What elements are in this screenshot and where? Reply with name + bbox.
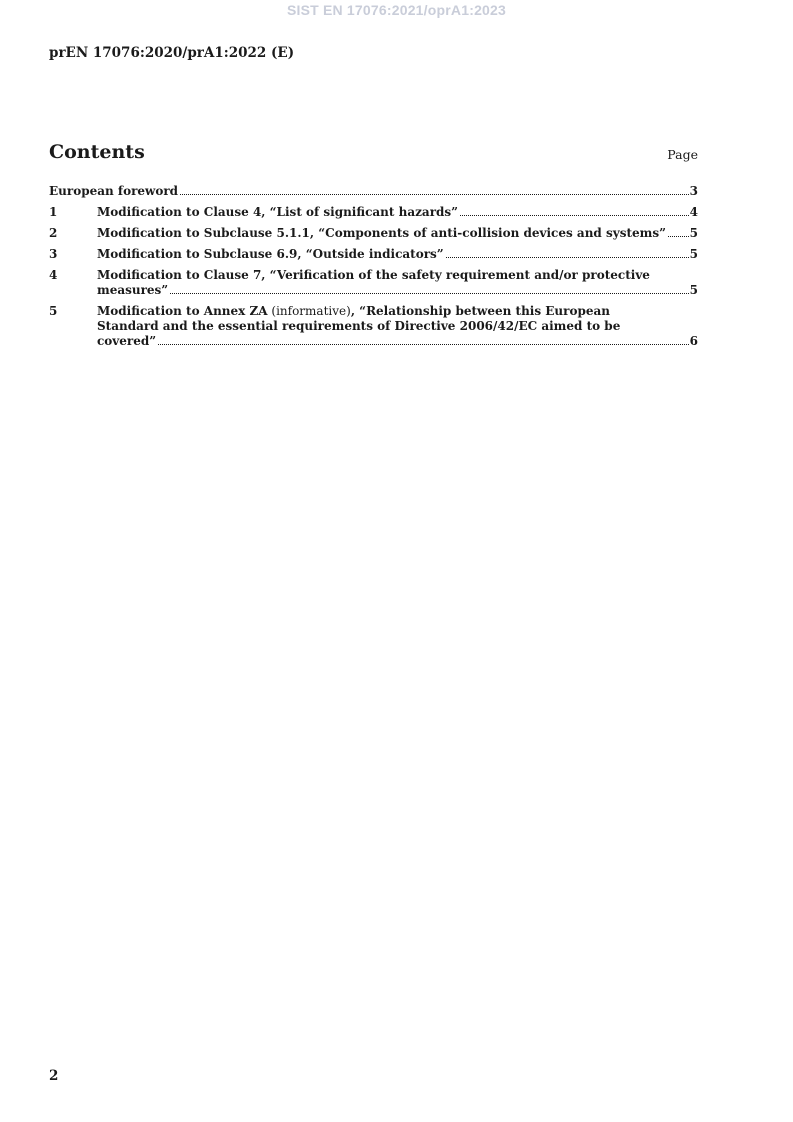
toc-page-number: 5 (689, 226, 698, 240)
toc-entry-number: 3 (49, 247, 58, 261)
toc-entry-4[interactable] (49, 268, 698, 298)
toc-entry-title-line: Standard and the essential requirements of Directive 2006/42/EC aimed to be (97, 319, 621, 333)
toc-entry-1[interactable] (49, 205, 698, 220)
toc-entry-3[interactable] (49, 247, 698, 262)
toc-page-number: 4 (689, 205, 698, 219)
footer-page-number: 2 (49, 1068, 59, 1084)
toc-entry-title: Modification to Subclause 5.1.1, “Components of anti-collision devices and systems” (97, 226, 667, 240)
page-column-label: Page (667, 147, 698, 162)
toc-entry-number: 4 (49, 268, 58, 282)
contents-title: Contents (49, 141, 145, 163)
watermark: SIST EN 17076:2021/oprA1:2023 (286, 2, 507, 18)
toc-entry-5[interactable] (49, 304, 698, 349)
toc-leader-dots (158, 344, 688, 345)
toc-entry-foreword[interactable] (49, 184, 698, 199)
toc-page-number: 5 (689, 247, 698, 261)
table-of-contents (49, 184, 698, 355)
toc-entry-number: 5 (49, 304, 58, 318)
toc-entry-informative: (informative) (267, 304, 351, 318)
toc-leader-dots (170, 293, 688, 294)
toc-entry-number: 1 (49, 205, 58, 219)
toc-entry-title: measures” (97, 283, 169, 297)
toc-page-number: 6 (689, 334, 698, 348)
toc-entry-title-line: Modification to Clause 7, “Verification of the safety requirement and/or protective (97, 268, 650, 282)
toc-entry-title-part: Modification to Annex ZA (97, 304, 268, 318)
toc-leader-dots (668, 236, 689, 237)
toc-leader-dots (460, 215, 689, 216)
toc-leader-dots (446, 257, 689, 258)
toc-entry-title-line (97, 304, 698, 319)
toc-entry-2[interactable] (49, 226, 698, 241)
toc-page-number: 3 (689, 184, 698, 198)
toc-entry-title-part: , “Relationship between this European (350, 304, 611, 318)
document-id: prEN 17076:2020/prA1:2022 (E) (49, 45, 295, 61)
toc-leader-dots (180, 194, 689, 195)
toc-entry-title: Modification to Subclause 6.9, “Outside indicators” (97, 247, 444, 261)
toc-page-number: 5 (689, 283, 698, 297)
contents-heading (49, 141, 698, 167)
toc-entry-title: European foreword (49, 184, 179, 198)
toc-entry-title: Modification to Clause 4, “List of significant hazards” (97, 205, 459, 219)
toc-entry-title: covered” (97, 334, 157, 348)
toc-entry-number: 2 (49, 226, 58, 240)
